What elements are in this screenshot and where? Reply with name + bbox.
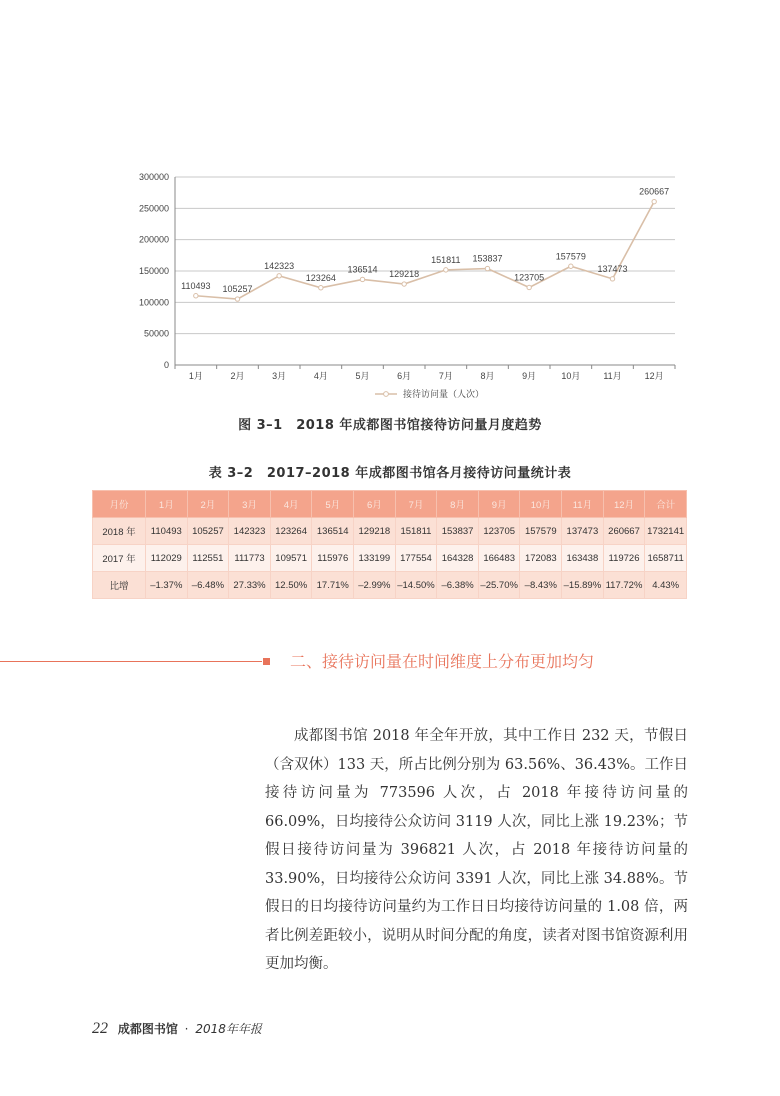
table-cell: –8.43% <box>520 572 562 599</box>
table-row <box>93 572 687 599</box>
page-number: 22 <box>92 1020 108 1037</box>
table-header-cell: 9月 <box>478 491 520 518</box>
table-cell: –15.89% <box>562 572 604 599</box>
figure-caption: 图 3–1 2018 年成都图书馆接待访问量月度趋势 <box>238 418 542 433</box>
table-cell: 27.33% <box>229 572 271 599</box>
table-title: 表 3–2 2017–2018 年成都图书馆各月接待访问量统计表 <box>208 466 572 481</box>
body-paragraph: 成都图书馆 2018 年全年开放，其中工作日 232 天，节假日（含双休）133 天，所占比例分别为 63.56%、36.43%。工作日接待访问量为 773596 人次，占 2018 年接待访问量的 66.09%，日均接待公众访问 3119 人次，同比上涨 19.23%；节假日接待访问量为 396821 人次，占 2018 年接待访问量的 33.90%，日均接待公众访问 3391 人次，同比上涨 34.88%。节假日的日均接待访问量约为工作日日均接待访问量的 1.08 倍，两者比例差距较小，说明从时间分配的角度，读者对图书馆资源利用更加均衡。 <box>265 728 688 972</box>
table-cell: –6.38% <box>437 572 479 599</box>
table-cell: 129218 <box>354 518 396 545</box>
table-cell: –14.50% <box>395 572 437 599</box>
data-label: 151811 <box>431 254 461 265</box>
x-tick-label: 2月 <box>230 371 245 381</box>
table-cell: 比增 <box>93 572 146 599</box>
chart-series <box>194 199 657 301</box>
table-header-cell: 合计 <box>645 491 687 518</box>
table-header-row <box>93 491 687 518</box>
data-point <box>277 274 281 278</box>
table-header-cell: 2月 <box>187 491 229 518</box>
table-cell: 123705 <box>478 518 520 545</box>
x-tick-label: 10月 <box>561 371 581 381</box>
y-tick-label: 150000 <box>138 266 169 276</box>
table-header-cell: 月份 <box>93 491 146 518</box>
table-cell: 166483 <box>478 545 520 572</box>
legend-swatch-marker <box>384 392 389 397</box>
data-label: 123705 <box>514 272 545 283</box>
data-point <box>444 268 448 272</box>
table-cell: 172083 <box>520 545 562 572</box>
table-cell: 153837 <box>437 518 479 545</box>
section-divider <box>0 661 262 662</box>
table-cell: 119726 <box>603 545 645 572</box>
chart-legend <box>375 388 484 400</box>
table-header-cell: 7月 <box>395 491 437 518</box>
table-cell: –6.48% <box>187 572 229 599</box>
table-cell: 137473 <box>562 518 604 545</box>
table-cell: 133199 <box>354 545 396 572</box>
x-tick-label: 12月 <box>644 371 664 381</box>
table-header-cell: 12月 <box>603 491 645 518</box>
x-tick-label: 8月 <box>480 371 495 381</box>
data-label: 153837 <box>472 253 503 264</box>
table-header-cell: 3月 <box>229 491 271 518</box>
table-cell: 177554 <box>395 545 437 572</box>
table-header-cell: 4月 <box>270 491 312 518</box>
data-point <box>360 277 364 281</box>
line-chart <box>130 165 690 410</box>
table-header-cell: 10月 <box>520 491 562 518</box>
data-point <box>235 297 239 301</box>
footer-org: 成都图书馆 <box>117 1022 178 1036</box>
y-tick-label: 300000 <box>138 172 169 182</box>
data-point <box>527 285 531 289</box>
table-cell: –25.70% <box>478 572 520 599</box>
table-cell: 151811 <box>395 518 437 545</box>
data-point <box>319 286 323 290</box>
table-cell: 2017 年 <box>93 545 146 572</box>
footer-report-title: 2018年年报 <box>195 1022 262 1036</box>
x-axis <box>175 365 675 381</box>
data-point <box>485 266 489 270</box>
x-tick-label: 7月 <box>438 371 453 381</box>
data-point <box>194 294 198 298</box>
y-tick-label: 0 <box>163 360 169 370</box>
table-cell: –1.37% <box>146 572 188 599</box>
y-tick-label: 100000 <box>138 297 169 308</box>
data-label: 142323 <box>264 260 295 271</box>
table-cell: 123264 <box>270 518 312 545</box>
table-row <box>93 518 687 545</box>
table-cell: 109571 <box>270 545 312 572</box>
table-cell: 260667 <box>603 518 645 545</box>
legend-label: 接待访问量（人次） <box>403 390 485 400</box>
y-tick-label: 50000 <box>143 328 169 339</box>
x-tick-label: 4月 <box>313 371 328 381</box>
table-cell: 157579 <box>520 518 562 545</box>
data-label: 136514 <box>347 264 378 275</box>
table-cell: 1658711 <box>645 545 687 572</box>
data-label: 105257 <box>222 284 253 295</box>
table-cell: 17.71% <box>312 572 354 599</box>
x-tick-label: 11月 <box>603 371 622 381</box>
data-label: 129218 <box>389 269 420 280</box>
x-tick-label: 9月 <box>522 371 537 381</box>
table-cell: 112551 <box>187 545 229 572</box>
table-cell: 163438 <box>562 545 604 572</box>
monthly-visits-table <box>92 490 687 599</box>
table-cell: 111773 <box>229 545 271 572</box>
section-marker <box>263 658 270 665</box>
data-point <box>569 264 573 268</box>
x-tick-label: 6月 <box>397 371 412 381</box>
table-cell: 112029 <box>146 545 188 572</box>
table-cell: 115976 <box>312 545 354 572</box>
table-header-cell: 11月 <box>562 491 604 518</box>
y-tick-label: 200000 <box>138 234 169 245</box>
table-cell: 1732141 <box>645 518 687 545</box>
table-cell: 12.50% <box>270 572 312 599</box>
y-axis <box>139 172 175 370</box>
table-row <box>93 545 687 572</box>
data-label: 110493 <box>181 280 211 291</box>
table-cell: 164328 <box>437 545 479 572</box>
data-point <box>402 282 406 286</box>
data-point <box>610 277 614 281</box>
data-label: 123264 <box>305 272 336 283</box>
table-cell: 4.43% <box>645 572 687 599</box>
table-cell: 105257 <box>187 518 229 545</box>
x-tick-label: 5月 <box>355 371 370 381</box>
footer-separator: · <box>184 1022 189 1036</box>
section-heading: 二、接待访问量在时间维度上分布更加均匀 <box>290 652 595 671</box>
data-labels <box>181 187 669 294</box>
data-label: 157579 <box>555 251 586 262</box>
table-cell: –2.99% <box>354 572 396 599</box>
table-header-cell: 1月 <box>146 491 188 518</box>
table-header-cell: 6月 <box>354 491 396 518</box>
table-cell: 117.72% <box>603 572 645 599</box>
x-tick-label: 3月 <box>272 371 287 381</box>
data-label: 260667 <box>639 186 670 197</box>
data-point <box>652 199 656 203</box>
table-cell: 142323 <box>229 518 271 545</box>
table-cell: 110493 <box>146 518 188 545</box>
table-header-cell: 8月 <box>437 491 479 518</box>
table-cell: 2018 年 <box>93 518 146 545</box>
table-header-cell: 5月 <box>312 491 354 518</box>
data-label: 137473 <box>597 263 628 274</box>
x-tick-label: 1月 <box>188 371 203 381</box>
y-tick-label: 250000 <box>138 203 169 214</box>
page-footer <box>92 1020 262 1038</box>
table-cell: 136514 <box>312 518 354 545</box>
